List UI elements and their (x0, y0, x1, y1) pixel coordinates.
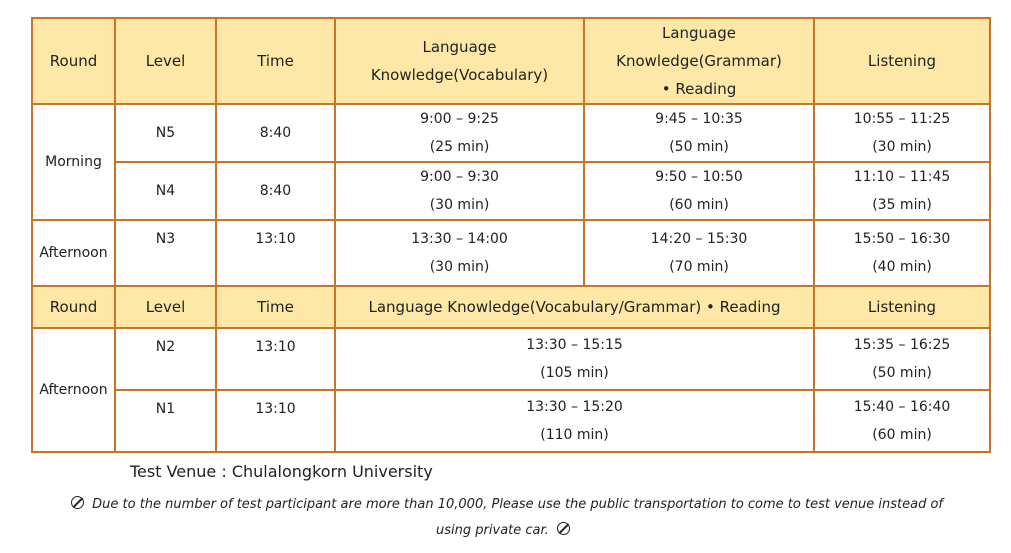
header-round: Round (32, 18, 115, 104)
listening-cell (814, 390, 990, 452)
table-row-n4 (32, 162, 990, 220)
listening-duration: (30 min) (872, 139, 932, 155)
prohibited-icon (557, 522, 570, 535)
vocab-cell (335, 220, 584, 286)
time-cell: 8:40 (216, 162, 335, 220)
header-grammar-reading (584, 18, 814, 104)
table-row-n1 (32, 390, 990, 452)
header-time: Time (216, 18, 335, 104)
listening-cell (814, 220, 990, 286)
time-cell: 13:10 (216, 390, 335, 452)
table-row-n3 (32, 220, 990, 286)
vocab-time: 13:30 – 14:00 (411, 231, 508, 247)
header-listening: Listening (814, 286, 990, 328)
grammar-duration: (50 min) (669, 139, 729, 155)
time-cell: 13:10 (216, 220, 335, 286)
listening-time: 15:50 – 16:30 (853, 231, 951, 247)
level-cell: N5 (115, 104, 216, 162)
grammar-time: 14:20 – 15:30 (650, 231, 748, 247)
prohibited-icon (71, 496, 84, 509)
round-afternoon: Afternoon (32, 328, 115, 452)
grammar-cell (584, 162, 814, 220)
listening-time: 15:35 – 16:25 (853, 337, 951, 353)
header-vocabulary (335, 18, 584, 104)
listening-cell (814, 104, 990, 162)
listening-duration: (40 min) (872, 259, 932, 275)
listening-duration: (60 min) (872, 427, 932, 443)
vocab-time: 9:00 – 9:25 (420, 111, 499, 127)
listening-duration: (50 min) (872, 365, 932, 381)
language-duration: (110 min) (540, 427, 609, 443)
transport-note-text: Due to the number of test participant are more than 10,000, Please use the public transportation to come to test venue instead of using private car. (92, 497, 943, 538)
language-knowledge-cell (335, 328, 814, 390)
exam-schedule-table (31, 17, 991, 453)
header-language-knowledge-reading: Language Knowledge(Vocabulary/Grammar) • Reading (335, 286, 814, 328)
listening-time: 10:55 – 11:25 (853, 111, 951, 127)
header-vocabulary-line2: Knowledge(Vocabulary) (370, 66, 549, 84)
language-knowledge-cell (335, 390, 814, 452)
header-grammar-line2: • Reading (661, 80, 737, 98)
grammar-duration: (70 min) (669, 259, 729, 275)
language-time: 13:30 – 15:15 (526, 337, 623, 353)
time-cell: 13:10 (216, 328, 335, 390)
vocab-duration: (30 min) (429, 259, 490, 275)
listening-time: 11:10 – 11:45 (853, 169, 951, 185)
round-afternoon: Afternoon (32, 220, 115, 286)
round-morning: Morning (32, 104, 115, 220)
header-level: Level (115, 18, 216, 104)
header-listening: Listening (814, 18, 990, 104)
header-row-2 (32, 286, 990, 328)
grammar-time: 9:50 – 10:50 (655, 169, 743, 185)
listening-cell (814, 162, 990, 220)
listening-time: 15:40 – 16:40 (853, 399, 951, 415)
vocab-cell (335, 162, 584, 220)
test-venue: Test Venue : Chulalongkorn University (130, 462, 433, 481)
listening-duration: (35 min) (872, 197, 932, 213)
header-round: Round (32, 286, 115, 328)
header-grammar-line1: Language Knowledge(Grammar) (616, 24, 782, 70)
vocab-duration: (30 min) (429, 197, 490, 213)
vocab-time: 9:00 – 9:30 (420, 169, 499, 185)
vocab-cell (335, 104, 584, 162)
header-time: Time (216, 286, 335, 328)
level-cell: N1 (115, 390, 216, 452)
level-cell: N3 (115, 220, 216, 286)
table-row-n5 (32, 104, 990, 162)
table-row-n2 (32, 328, 990, 390)
header-row-1 (32, 18, 990, 104)
listening-cell (814, 328, 990, 390)
transport-note (55, 492, 955, 544)
vocab-duration: (25 min) (429, 139, 490, 155)
language-time: 13:30 – 15:20 (526, 399, 623, 415)
level-cell: N4 (115, 162, 216, 220)
header-level: Level (115, 286, 216, 328)
time-cell: 8:40 (216, 104, 335, 162)
level-cell: N2 (115, 328, 216, 390)
grammar-duration: (60 min) (669, 197, 729, 213)
grammar-cell (584, 104, 814, 162)
language-duration: (105 min) (540, 365, 609, 381)
header-vocabulary-line1: Language (422, 38, 497, 56)
grammar-cell (584, 220, 814, 286)
grammar-time: 9:45 – 10:35 (655, 111, 743, 127)
